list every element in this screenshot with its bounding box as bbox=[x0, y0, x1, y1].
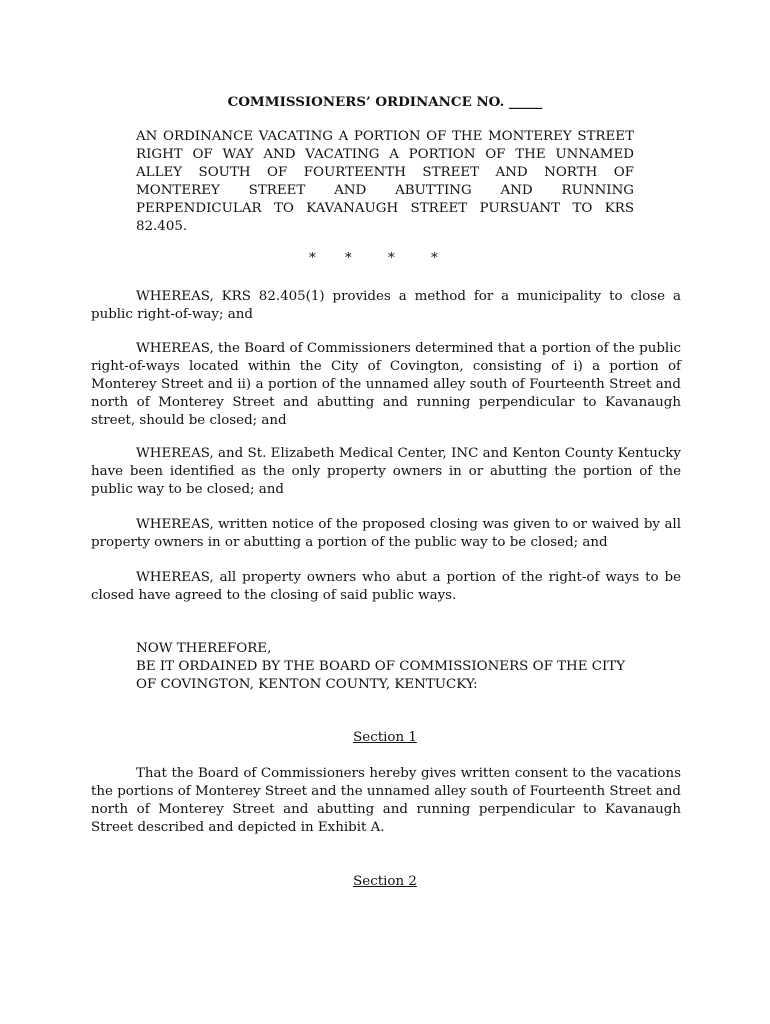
ordain-line: NOW THEREFORE, bbox=[136, 641, 272, 656]
whereas-paragraph: WHEREAS, KRS 82.405(1) provides a method for a municipality to close a public right-of-way; and bbox=[91, 289, 681, 322]
section-1-heading: Section 1 bbox=[353, 730, 417, 745]
caption-line: MONTEREY STREET AND ABUTTING AND RUNNING bbox=[136, 183, 634, 198]
ordain-line: BE IT ORDAINED BY THE BOARD OF COMMISSIONERS OF THE CITY bbox=[136, 659, 626, 674]
ordinance-title: COMMISSIONERS’ ORDINANCE NO. _____ bbox=[227, 94, 543, 110]
separator-star: * bbox=[431, 251, 438, 266]
whereas-paragraph: WHEREAS, the Board of Commissioners determined that a portion of the public right-of-ways located within the City of Covington, consisting of i) a portion of Monterey Street and ii) a portion of the unnamed alley south of Fourteenth Street and north of Monterey Street and abutting and running perpendicular to Kavanaugh street, should be closed; and bbox=[91, 341, 681, 428]
ordaining-clause bbox=[136, 640, 681, 694]
caption-line: 82.405. bbox=[136, 219, 188, 234]
separator-star: * bbox=[345, 251, 352, 266]
ordinance-caption bbox=[136, 128, 634, 236]
whereas-paragraph: WHEREAS, and St. Elizabeth Medical Center, INC and Kenton County Kentucky have been identified as the only property owners in or abutting the portion of the public way to be closed; and bbox=[91, 446, 681, 497]
separator-star: * bbox=[309, 251, 316, 266]
caption-line: AN ORDINANCE VACATING A PORTION OF THE MONTEREY STREET bbox=[136, 129, 634, 144]
separator-star: * bbox=[388, 251, 395, 266]
caption-line: ALLEY SOUTH OF FOURTEENTH STREET AND NORTH OF bbox=[136, 165, 634, 180]
caption-line: RIGHT OF WAY AND VACATING A PORTION OF THE UNNAMED bbox=[136, 147, 634, 162]
whereas-paragraph: WHEREAS, written notice of the proposed closing was given to or waived by all property owners in or abutting a portion of the public way to be closed; and bbox=[91, 517, 681, 550]
section-2-heading: Section 2 bbox=[353, 874, 417, 889]
whereas-paragraph: WHEREAS, all property owners who abut a portion of the right-of ways to be closed have agreed to the closing of said public ways. bbox=[91, 570, 681, 603]
caption-line: PERPENDICULAR TO KAVANAUGH STREET PURSUANT TO KRS bbox=[136, 201, 634, 216]
section-1-text: That the Board of Commissioners hereby gives written consent to the vacations the portions of Monterey Street and the unnamed alley south of Fourteenth Street and north of Monterey Street and abutting and running perpendicular to Kavanaugh Street described and depicted in Exhibit A. bbox=[91, 766, 681, 835]
ordain-line: OF COVINGTON, KENTON COUNTY, KENTUCKY: bbox=[136, 677, 478, 692]
separator-stars bbox=[0, 250, 770, 268]
